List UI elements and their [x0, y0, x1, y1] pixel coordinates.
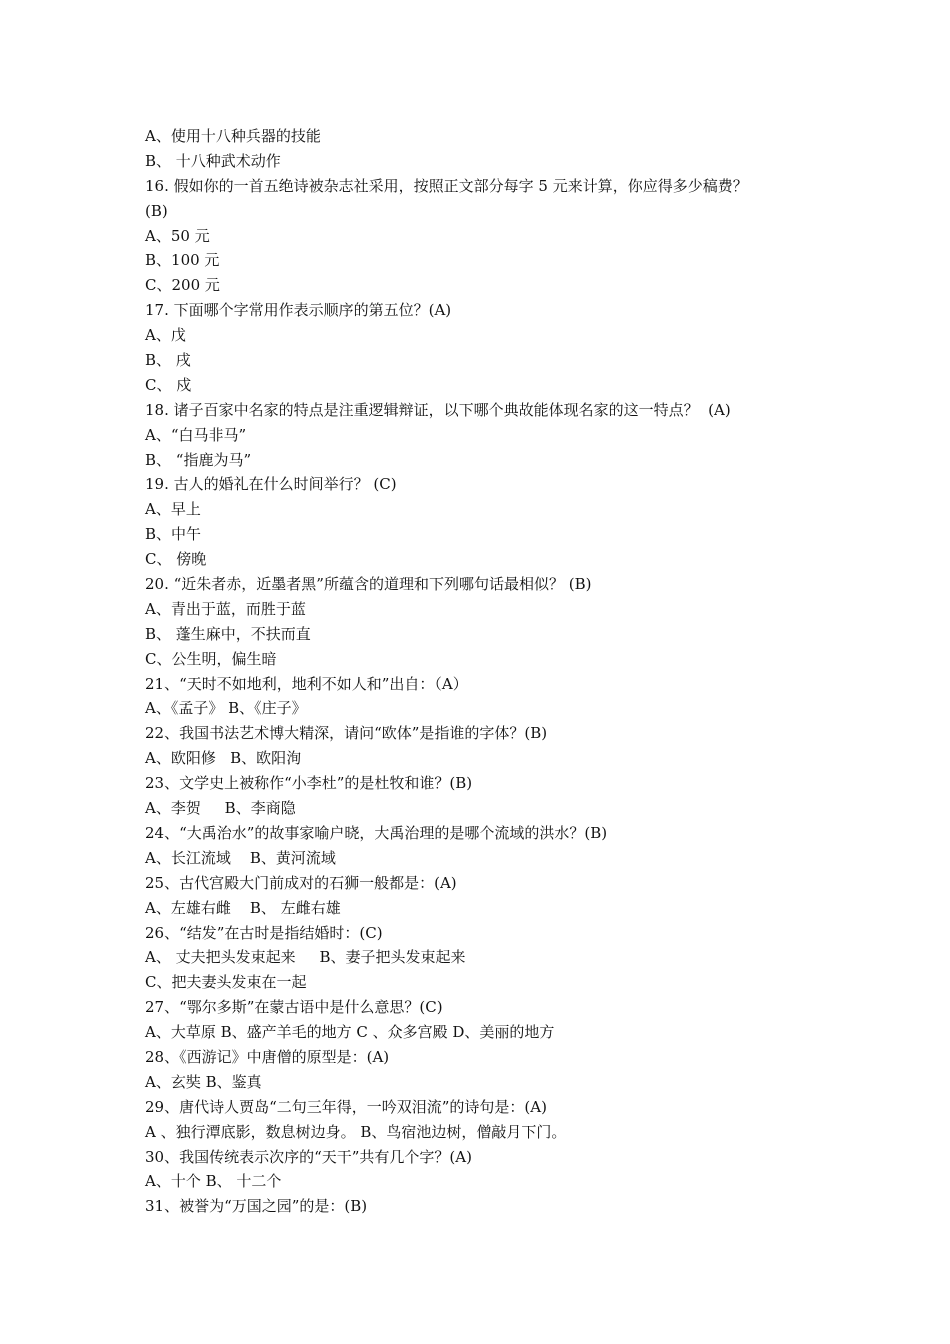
- text-line: A、左雄右雌 B、 左雌右雄: [145, 898, 341, 917]
- text-line: A、早上: [145, 500, 201, 519]
- text-line: A、50 元: [145, 226, 210, 245]
- text-line: (B): [145, 201, 168, 220]
- text-line: 19. 古人的婚礼在什么时间举行？ (C): [145, 475, 397, 494]
- text-line: 29、唐代诗人贾岛“二句三年得，一吟双泪流”的诗句是：(A): [145, 1097, 547, 1116]
- text-line: B、100 元: [145, 251, 220, 270]
- text-line: 23、文学史上被称作“小李杜”的是杜牧和谁？(B): [145, 774, 473, 793]
- text-line: 27、“鄂尔多斯”在蒙古语中是什么意思？(C): [145, 998, 443, 1017]
- text-line: 24、“大禹治水”的故事家喻户晓，大禹治理的是哪个流域的洪水？(B): [145, 823, 608, 842]
- text-line: A、欧阳修 B、欧阳洵: [145, 749, 302, 768]
- text-line: A 、独行潭底影，数息树边身。 B、鸟宿池边树，僧敲月下门。: [145, 1122, 567, 1141]
- text-line: A、使用十八种兵器的技能: [145, 127, 321, 145]
- text-line: A、 丈夫把头发束起来 B、妻子把头发束起来: [145, 948, 466, 967]
- text-line: 31、被誉为“万国之园”的是：(B): [145, 1197, 368, 1216]
- text-line: C、公生明，偏生暗: [145, 649, 277, 668]
- text-line: 25、古代宫殿大门前成对的石狮一般都是：(A): [145, 873, 457, 892]
- text-line: A、玄奘 B、鉴真: [145, 1072, 262, 1091]
- text-line: C、 戍: [145, 375, 192, 394]
- text-line: A、十个 B、 十二个: [145, 1172, 282, 1191]
- text-line: B、 蓬生麻中，不扶而直: [145, 624, 311, 643]
- text-line: B、 “指鹿为马”: [145, 450, 252, 469]
- text-line: A、李贺 B、李商隐: [145, 799, 296, 818]
- text-line: 20. “近朱者赤，近墨者黑”所蕴含的道理和下列哪句话最相似？ (B): [145, 575, 592, 594]
- text-line: 21、“天时不如地利，地利不如人和”出自：（A）: [145, 674, 468, 693]
- text-line: 22、我国书法艺术博大精深，请问“欧体”是指谁的字体？(B): [145, 724, 548, 743]
- text-line: C、把夫妻头发束在一起: [145, 973, 307, 992]
- text-line: A、“白马非马”: [145, 425, 247, 444]
- text-line: B、 戌: [145, 351, 191, 370]
- document-page: [145, 124, 825, 1219]
- text-line: C、200 元: [145, 276, 220, 295]
- text-line: A、大草原 B、盛产羊毛的地方 C 、众多宫殿 D、美丽的地方: [145, 1023, 555, 1042]
- text-line: B、中午: [145, 525, 202, 544]
- text-line: A、戊: [145, 326, 186, 345]
- text-line: A、青出于蓝，而胜于蓝: [145, 599, 306, 618]
- text-line: 30、我国传统表示次序的“天干”共有几个字？(A): [145, 1147, 472, 1166]
- text-line: 28、《西游记》中唐僧的原型是：(A): [145, 1047, 390, 1066]
- text-line: C、 傍晚: [145, 550, 207, 569]
- text-line: A、长江流域 B、黄河流域: [145, 848, 336, 867]
- text-line: 18. 诸子百家中名家的特点是注重逻辑辩证，以下哪个典故能体现名家的这一特点？ (A): [145, 400, 731, 419]
- text-line: 16. 假如你的一首五绝诗被杂志社采用，按照正文部分每字 5 元来计算，你应得多少稿费？: [145, 176, 748, 195]
- text-line: A、《孟子》 B、《庄子》: [145, 699, 307, 718]
- text-line: 17. 下面哪个字常用作表示顺序的第五位？(A): [145, 301, 452, 320]
- text-line: B、 十八种武术动作: [145, 151, 281, 170]
- text-line: 26、“结发”在古时是指结婚时：(C): [145, 923, 383, 942]
